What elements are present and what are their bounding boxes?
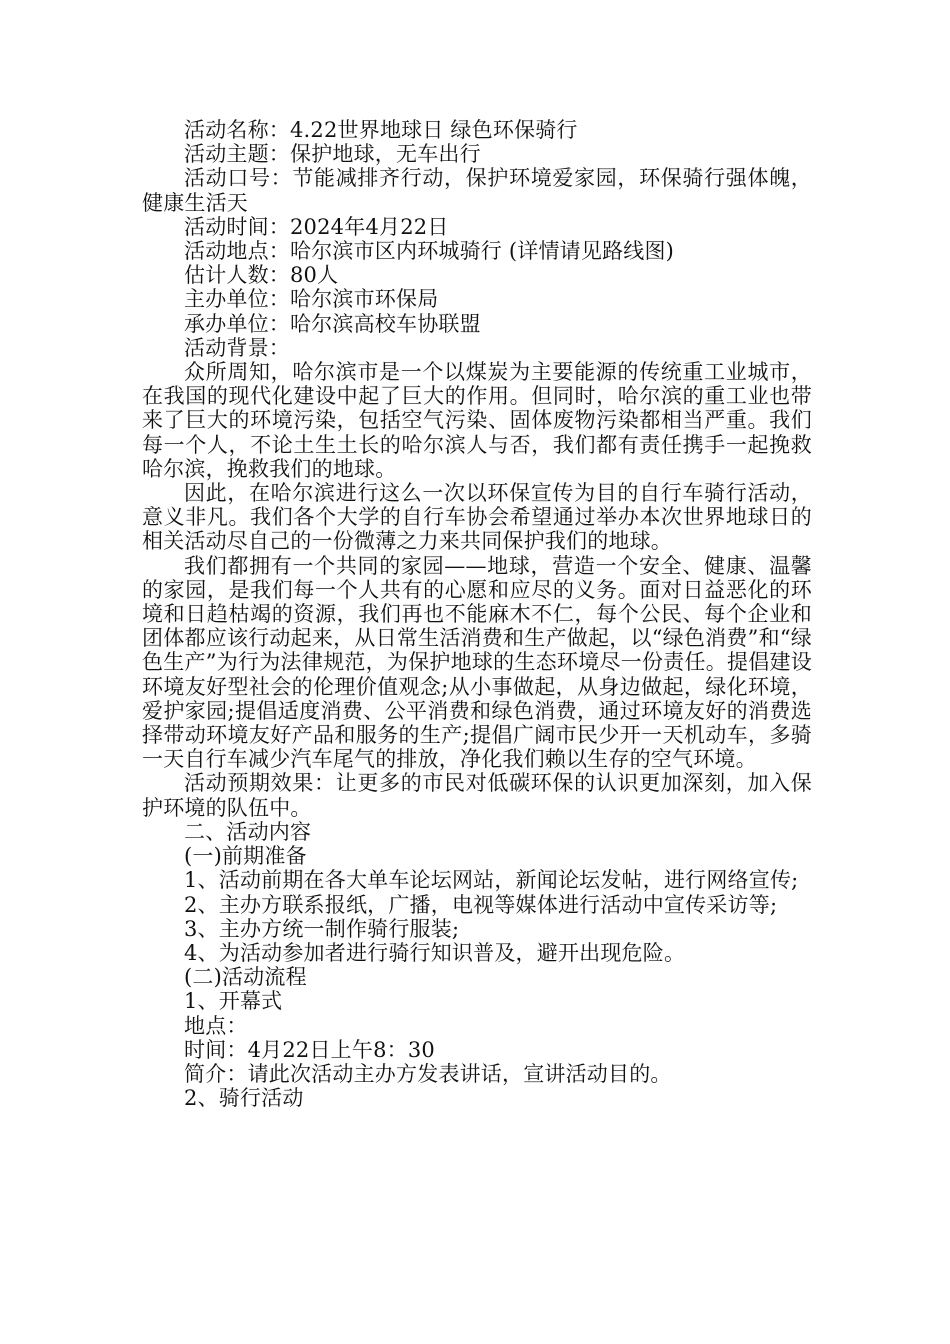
activity-location-line: 活动地点：哈尔滨市区内环城骑行 (详情请见路线图) bbox=[184, 239, 675, 264]
activity-theme-line: 活动主题：保护地球，无车出行 bbox=[184, 142, 481, 167]
activity-time-line: 活动时间：2024年4月22日 bbox=[184, 214, 449, 239]
process-item-riding: 2、骑行活动 bbox=[184, 1086, 304, 1111]
activity-slogan-line: 活动口号：节能减排齐行动，保护环境爱家园，环保骑行强体魄，健康生活天 bbox=[142, 166, 812, 215]
subsection-heading-preparation: (一)前期准备 bbox=[184, 844, 307, 869]
preparation-item-4: 4、为活动参加者进行骑行知识普及，避开出现危险。 bbox=[184, 940, 686, 965]
activity-name-line: 活动名称：4.22世界地球日 绿色环保骑行 bbox=[184, 118, 578, 142]
organizer-line: 主办单位：哈尔滨市环保局 bbox=[184, 287, 439, 312]
background-paragraph-1: 众所周知，哈尔滨市是一个以煤炭为主要能源的传统重工业城市，在我国的现代化建设中起了巨大的作用。但同时，哈尔滨的重工业也带来了巨大的环境污染，包括空气污染、固体废物污染都相当严重。我们每一个人，不论土生土长的哈尔滨人与否，我们都有责任携手一起挽救哈尔滨，挽救我们的地球。 bbox=[142, 360, 812, 481]
background-heading: 活动背景： bbox=[184, 335, 290, 360]
process-item-opening: 1、开幕式 bbox=[184, 989, 283, 1014]
expected-effect-line: 活动预期效果：让更多的市民对低碳环保的认识更加深刻，加入保护环境的队伍中。 bbox=[142, 771, 812, 820]
preparation-item-1: 1、活动前期在各大单车论坛网站，新闻论坛发帖，进行网络宣传; bbox=[184, 868, 799, 893]
opening-time-line: 时间：4月22日上午8：30 bbox=[184, 1037, 435, 1062]
subsection-heading-process: (二)活动流程 bbox=[184, 965, 307, 990]
document-body bbox=[142, 118, 812, 1110]
background-paragraph-3: 我们都拥有一个共同的家园——地球，营造一个安全、健康、温馨的家园，是我们每一个人共有的心愿和应尽的义务。面对日益恶化的环境和日趋枯竭的资源，我们再也不能麻木不仁，每个公民、每个企业和团体都应该行动起来，从日常生活消费和生产做起，以“绿色消费”和“绿色生产”为行为法律规范，为保护地球的生态环境尽一份责任。提倡建设环境友好型社会的伦理价值观念;从小事做起，从身边做起，绿化环境，爱护家园;提倡适度消费、公平消费和绿色消费，通过环境友好的消费选择带动环境友好产品和服务的生产;提倡广阔市民少开一天机动车，多骑一天自行车减少汽车尾气的排放，净化我们赖以生存的空气环境。 bbox=[142, 553, 812, 772]
background-paragraph-2: 因此，在哈尔滨进行这么一次以环保宣传为目的自行车骑行活动，意义非凡。我们各个大学的自行车协会希望通过举办本次世界地球日的相关活动尽自己的一份微薄之力来共同保护我们的地球。 bbox=[142, 481, 812, 554]
estimated-participants-line: 估计人数：80人 bbox=[184, 263, 339, 288]
co-organizer-line: 承办单位：哈尔滨高校车协联盟 bbox=[184, 311, 481, 336]
opening-intro-line: 简介：请此次活动主办方发表讲话，宣讲活动目的。 bbox=[184, 1061, 672, 1086]
preparation-item-3: 3、主办方统一制作骑行服装; bbox=[184, 916, 460, 941]
section-heading-content: 二、活动内容 bbox=[184, 819, 312, 844]
preparation-item-2: 2、主办方联系报纸，广播，电视等媒体进行活动中宣传采访等; bbox=[184, 892, 778, 917]
opening-location-line: 地点： bbox=[184, 1013, 248, 1038]
